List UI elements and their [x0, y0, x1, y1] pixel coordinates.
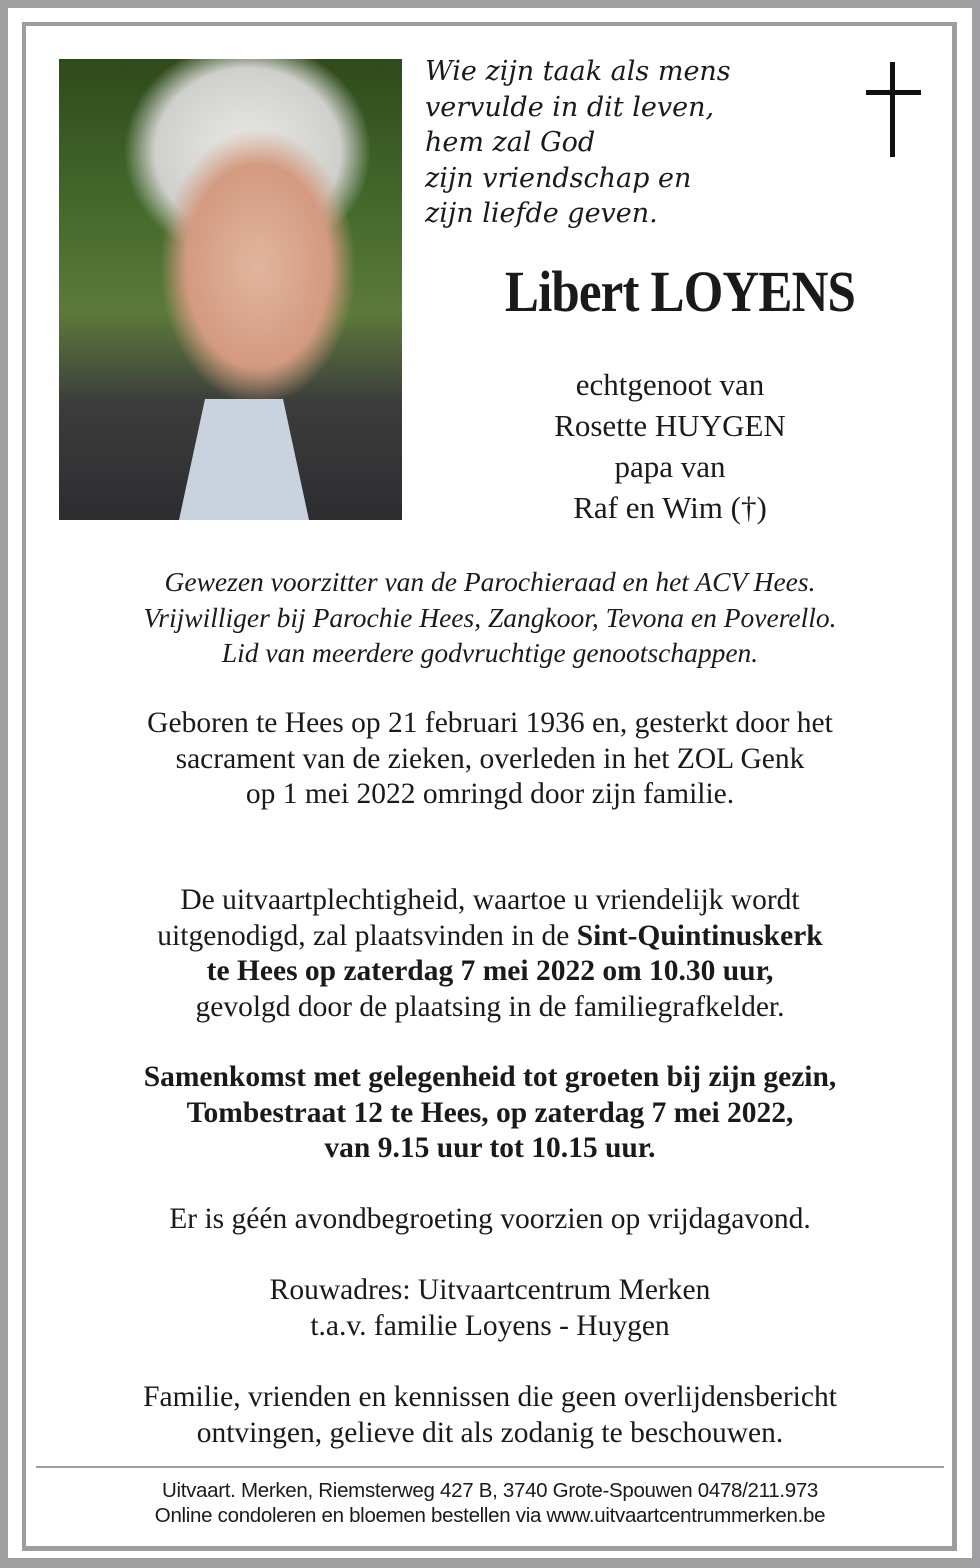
text-line: Familie, vrienden en kennissen die geen overlijdensbericht: [143, 1381, 837, 1413]
evening-note: Er is géén avondbegroeting voorzien op vrijdagavond.: [169, 1203, 811, 1235]
cross-icon: [866, 62, 921, 157]
text-line: sacrament van de zieken, overleden in het ZOL Genk: [175, 742, 805, 775]
birth-death: [30, 706, 950, 813]
role-line: Lid van meerdere godvruchtige genootschappen.: [221, 637, 759, 668]
funeral-home-contact: Uitvaart. Merken, Riemsterweg 427 B, 3740 Grote-Spouwen 0478/211.973: [161, 1479, 819, 1502]
text-line: van 9.15 uur tot 10.15 uur.: [324, 1132, 656, 1164]
divider: [36, 1466, 944, 1468]
poem-line: vervulde in dit leven,: [425, 91, 715, 123]
poem: [425, 54, 731, 232]
text-line: Geboren te Hees op 21 februari 1936 en, gesterkt door het: [147, 707, 833, 739]
relation-line: echtgenoot van: [575, 367, 765, 402]
church-name: Sint-Quintinuskerk: [576, 919, 823, 952]
role-line: Vrijwilliger bij Parochie Hees, Zangkoor, Tevona en Poverello.: [143, 601, 837, 633]
text-line: De uitvaartplechtigheid, waartoe u vriendelijk wordt: [180, 884, 800, 916]
deceased-name: Libert LOYENS: [504, 259, 856, 324]
text: uitgenodigd, zal plaatsvinden in de: [157, 919, 577, 952]
poem-line: hem zal God: [425, 127, 596, 158]
shirt: [179, 399, 309, 520]
text-line: Tombestraat 12 te Hees, op zaterdag 7 mei 2022,: [186, 1096, 794, 1129]
notice: [30, 1380, 950, 1451]
poem-line: Wie zijn taak als mens: [425, 56, 731, 87]
text-line: [30, 919, 950, 955]
relation-line: Rosette HUYGEN: [554, 408, 786, 443]
role-line: Gewezen voorzitter van de Parochieraad en het ACV Hees.: [164, 566, 816, 597]
roles: [30, 564, 950, 671]
text-line: Samenkomst met gelegenheid tot groeten bij zijn gezin,: [143, 1061, 837, 1093]
mourning-address: [30, 1273, 950, 1344]
online-condolence-line: Online condoleren en bloemen bestellen via www.uitvaartcentrummerken.be: [154, 1504, 826, 1527]
relation-line: papa van: [614, 449, 726, 484]
text-line: gevolgd door de plaatsing in de familiegrafkelder.: [195, 990, 785, 1023]
funeral-info: [30, 883, 950, 1025]
text-line: [30, 954, 950, 990]
funeral-datetime: te Hees op zaterdag 7 mei 2022 om 10.30 uur,: [206, 955, 774, 987]
portrait-photo: [59, 59, 402, 520]
text-line: t.a.v. familie Loyens - Huygen: [310, 1309, 670, 1342]
footer: [30, 1478, 950, 1528]
poem-line: zijn vriendschap en: [425, 162, 692, 194]
text-line: op 1 mei 2022 omringd door zijn familie.: [245, 778, 735, 810]
relation-line: Raf en Wim (†): [573, 490, 767, 525]
text-line: ontvingen, gelieve dit als zodanig te beschouwen.: [196, 1416, 784, 1449]
gathering-info: [30, 1060, 950, 1167]
text-line: Rouwadres: Uitvaartcentrum Merken: [269, 1274, 711, 1306]
poem-line: zijn liefde geven.: [425, 198, 658, 229]
relations: [470, 364, 870, 528]
